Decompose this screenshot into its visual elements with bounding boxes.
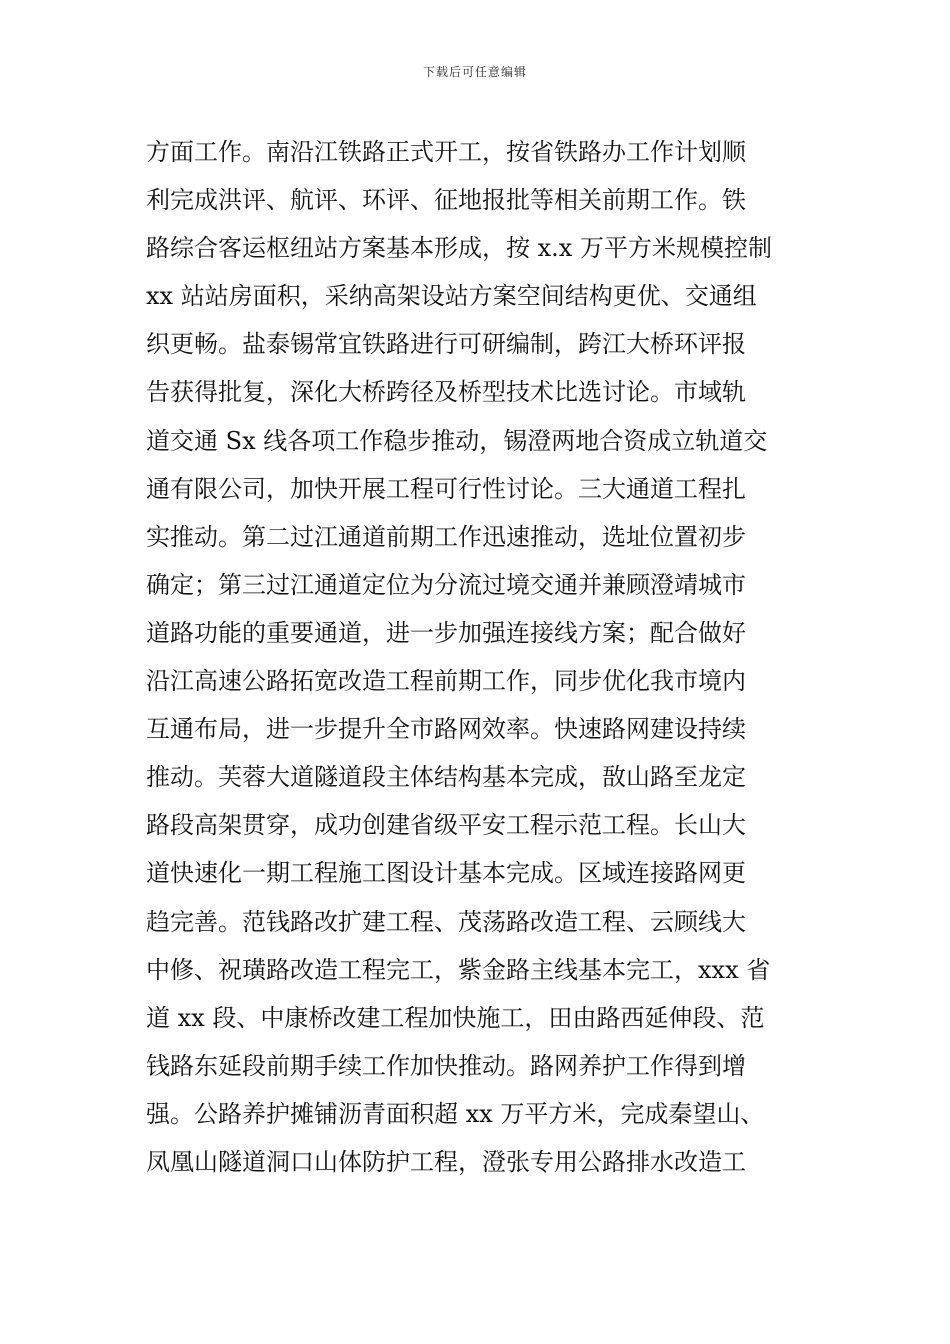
text-line: 道交通 Sx 线各项工作稳步推动，锡澄两地合资成立轨道交 [146, 426, 768, 455]
text-line: 道 xx 段、中康桥改建工程加快施工，田由路西延伸段、范 [146, 1003, 765, 1032]
text-line: 实推动。第二过江通道前期工作迅速推动，选址位置初步 [146, 522, 746, 551]
text-line: 道路功能的重要通道，进一步加强连接线方案；配合做好 [146, 618, 746, 647]
text-line: 沿江高速公路拓宽改造工程前期工作，同步优化我市境内 [146, 667, 746, 696]
page-header: 下载后可任意编辑 [422, 65, 527, 79]
text-line: 织更畅。盐泰锡常宜铁路进行可研编制，跨江大桥环评报 [146, 330, 746, 359]
text-line: 利完成洪评、航评、环评、征地报批等相关前期工作。铁 [146, 186, 746, 215]
text-line: 凤凰山隧道洞口山体防护工程，澄张专用公路排水改造工 [146, 1147, 746, 1176]
text-line: 路综合客运枢纽站方案基本形成，按 x.x 万平方米规模控制 [146, 234, 772, 263]
body-text [146, 128, 816, 1186]
text-line: 强。公路养护摊铺沥青面积超 xx 万平方米，完成秦望山、 [146, 1099, 765, 1128]
text-line: 中修、祝璜路改造工程完工，紫金路主线基本完工，xxx 省 [146, 955, 771, 984]
text-line: 路段高架贯穿，成功创建省级平安工程示范工程。长山大 [146, 811, 746, 840]
text-line: 推动。芙蓉大道隧道段主体结构基本完成，敔山路至龙定 [146, 763, 746, 792]
text-line: 方面工作。南沿江铁路正式开工，按省铁路办工作计划顺 [146, 138, 746, 166]
text-line: xx 站站房面积，采纳高架设站方案空间结构更优、交通组 [146, 282, 757, 311]
text-line: 趋完善。范钱路改扩建工程、茂荡路改造工程、云顾线大 [146, 907, 746, 936]
text-line: 通有限公司，加快开展工程可行性讨论。三大通道工程扎 [146, 474, 746, 503]
text-line: 告获得批复，深化大桥跨径及桥型技术比选讨论。市域轨 [146, 378, 746, 407]
text-line: 道快速化一期工程施工图设计基本完成。区域连接路网更 [146, 859, 746, 888]
text-line: 互通布局，进一步提升全市路网效率。快速路网建设持续 [146, 715, 746, 744]
text-line: 钱路东延段前期手续工作加快推动。路网养护工作得到增 [146, 1051, 746, 1080]
text-line: 确定；第三过江通道定位为分流过境交通并兼顾澄靖城市 [146, 570, 746, 599]
